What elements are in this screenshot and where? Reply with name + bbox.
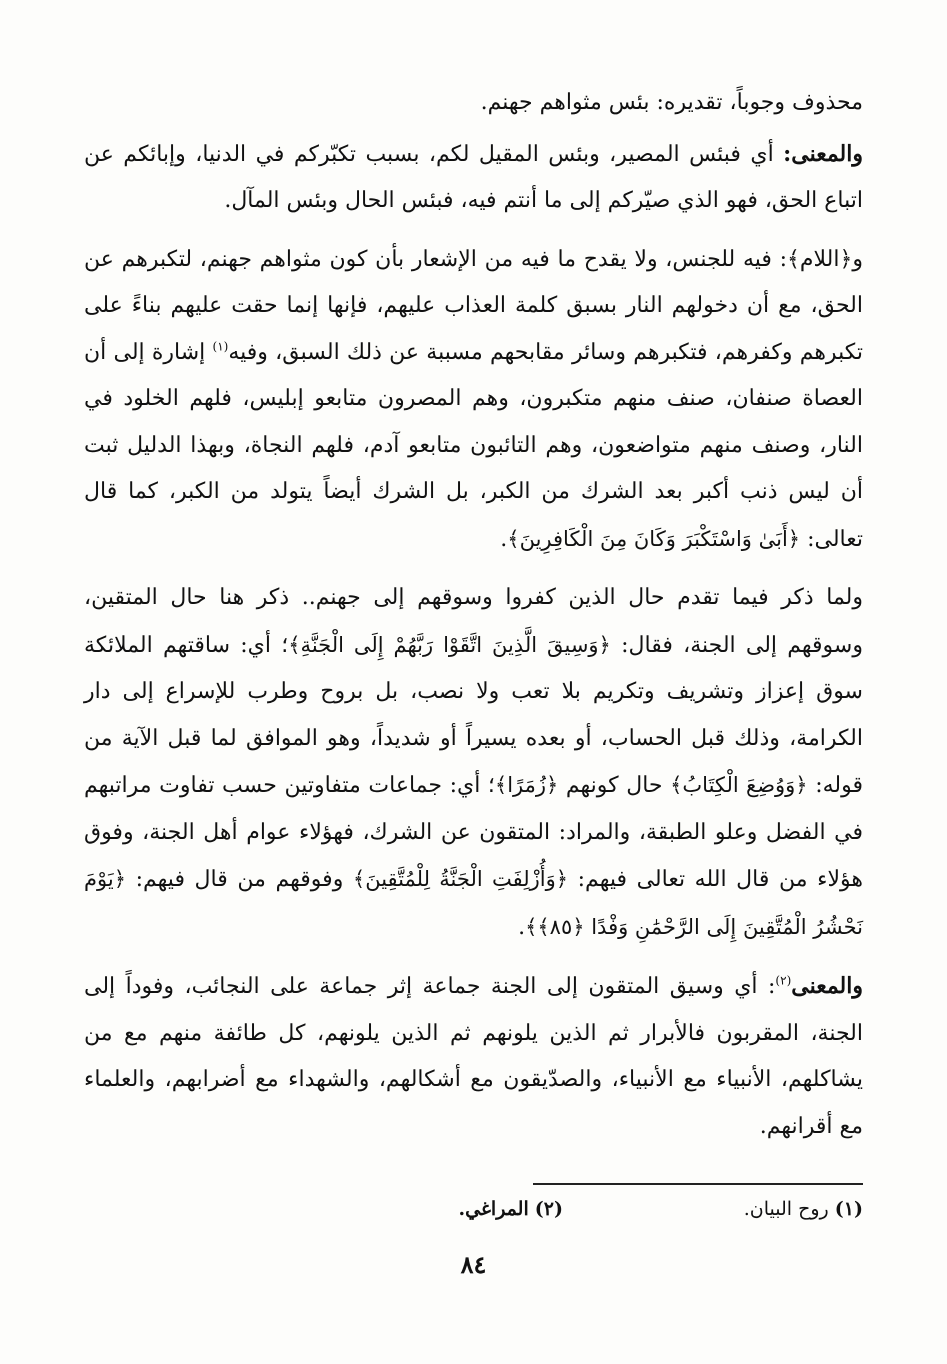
paragraph-5 — [84, 963, 863, 1150]
meaning-label: والمعنى — [791, 973, 863, 999]
paragraph-3-text-a: و﴿اللام﴾: فيه للجنس، ولا يقدح ما فيه من الإشعار بأن كون مثواهم جهنم، لتكبرهم عن الحق، مع أن دخولهم النار بسبق كلمة العذاب عليهم، فإنها إنما حقت عليهم بناءً على تكبرهم وكفرهم، فتكبرهم وسائر مقابحهم مسببة عن ذلك السبق، وفيه — [84, 246, 863, 365]
quran-verse: ﴿وَأُزْلِفَتِ الْجَنَّةُ لِلْمُتَّقِينَ﴾ — [352, 867, 569, 891]
page-number: ٨٤ — [460, 1250, 487, 1279]
footnote-text: روح البيان. — [743, 1198, 829, 1220]
footnote-2 — [263, 1195, 563, 1223]
quran-verse: ﴿زُمَرًا﴾ — [494, 773, 559, 797]
paragraph-4-text-f: . — [518, 914, 526, 940]
paragraph-4 — [84, 575, 863, 951]
paragraph-2 — [84, 131, 863, 225]
footnote-ref-2[interactable]: (٢) — [775, 973, 792, 988]
quran-verse: ﴿أَبَىٰ وَاسْتَكْبَرَ وَكَانَ مِنَ الْكَافِرِينَ﴾ — [507, 526, 801, 551]
footnote-number: (٢) — [534, 1198, 563, 1220]
paragraph-1-text: محذوف وجوباً، تقديره: بئس مثواهم جهنم. — [480, 90, 863, 115]
footnote-1 — [563, 1195, 863, 1223]
paragraph-4-text-c: حال كونهم — [558, 773, 671, 798]
footnote-number: (١) — [834, 1198, 863, 1220]
paragraph-3-text-b: إشارة إلى أن العصاة صنفان، صنف منهم متكبرون، وهم المصرون متابعو إبليس، فلهم الخلود في النار، وصنف منهم متواضعون، وهم التائبون متابعو آدم، فلهم النجاة، وبهذا الدليل ثبت أن ليس ذنب أكبر بعد الشرك من الكبر، بل الشرك أيضاً يتولد من الكبر، كما قال تعالى: — [84, 339, 863, 552]
footnote-text: المراغي. — [458, 1198, 529, 1220]
meaning-label: والمعنى: — [783, 140, 863, 167]
footnote-divider — [533, 1183, 863, 1185]
paragraph-3 — [84, 237, 863, 564]
footnotes-section — [84, 1183, 863, 1223]
footnote-ref-1[interactable]: (١) — [212, 339, 229, 354]
paragraph-4-text-d: ؛ أي: جماعات متفاوتين حسب تفاوت مراتبهم في الفضل وعلو الطبقة، والمراد: المتقون عن الشرك، فهؤلاء عوام أهل الجنة، وفوق هؤلاء من قال الله تعالى فيهم: — [84, 773, 863, 892]
paragraph-3-text-c: . — [500, 526, 508, 552]
paragraph-4-text-b: ؛ أي: ساقتهم الملائكة سوق إعزاز وتشريف وتكريم بلا تعب ولا نصب، بل بروح وطرب للإسراع إلى دار الكرامة، وذلك قبل الحساب، أو بعده يسيراً أو شديداً، وهو الموافق لما قبل الآية من قوله: — [84, 632, 864, 798]
paragraph-4-text-e: وفوقهم من قال فيهم: — [126, 867, 353, 892]
paragraph-1 — [84, 80, 863, 127]
quran-verse: ﴿وَوُضِعَ الْكِتَابُ﴾ — [670, 773, 808, 797]
paragraph-5-text: : أي وسيق المتقون إلى الجنة جماعة إثر جماعة على النجائب، وفوداً إلى الجنة، المقربون فالأبرار ثم الذين يلونهم ثم الذين يلونهم، كل طائفة منهم مع من يشاكلهم، الأنبياء مع الأنبياء، والصدّيقون مع أشكالهم، والشهداء مع أضرابهم، والعلماء مع أقرانهم. — [84, 974, 863, 1139]
paragraph-2-text: أي فبئس المصير، وبئس المقيل لكم، بسبب تكبّركم في الدنيا، وإبائكم عن اتباع الحق، فهو الذي صيّركم إلى ما أنتم فيه، فبئس الحال وبئس المآل. — [84, 141, 863, 213]
footnote-row — [84, 1195, 863, 1223]
paragraph-4-text-a: ولما ذكر فيما تقدم حال الذين كفروا وسوقهم إلى جهنم.. ذكر هنا حال المتقين، وسوقهم إلى الجنة، فقال: — [84, 585, 863, 658]
quran-verse: ﴿وَسِيقَ الَّذِينَ اتَّقَوْا رَبَّهُمْ إِلَى الْجَنَّةِ﴾ — [288, 632, 611, 657]
quran-verse: ﴿يَوْمَ نَحْشُرُ الْمُتَّقِينَ إِلَى الرَّحْمَٰنِ وَفْدًا ﴿٨٥﴾﴾ — [84, 867, 863, 939]
